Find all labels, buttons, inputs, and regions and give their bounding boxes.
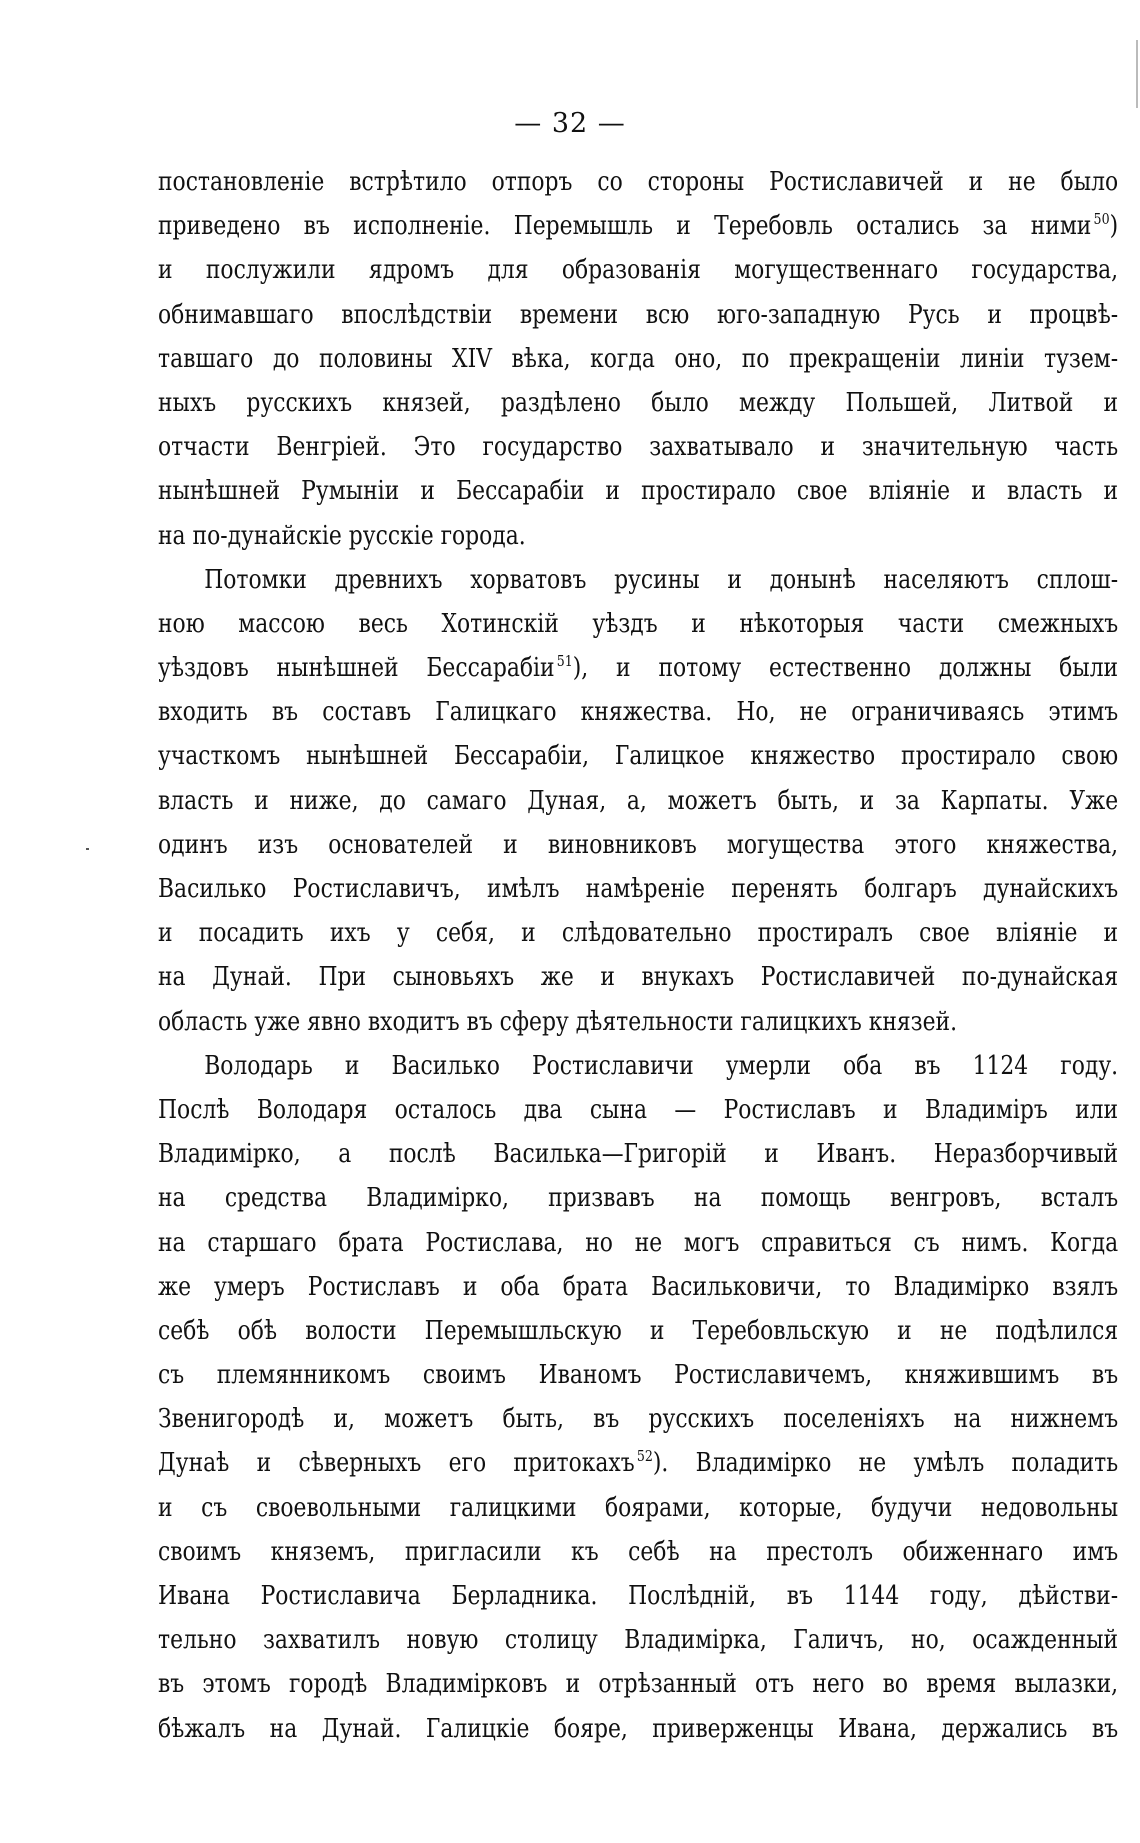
margin-speck	[86, 848, 89, 850]
text-line: Дунаѣ и сѣверныхъ его притокахъ $^{52}$). Владимірко не умѣлъ поладить	[158, 1447, 1119, 1479]
text-line: на средства Владимірко, призвавъ на помощь венгровъ, всталъ	[158, 1183, 1119, 1214]
text-line: область уже явно входитъ въ сферу дѣятельности галицкихъ князей.	[158, 1006, 958, 1037]
text-line: и послужили ядромъ для образованія могущественнаго государства,	[158, 255, 1119, 286]
text-line: обнимавшаго впослѣдствіи времени всю юго-западную Русь и процвѣ-	[158, 299, 1119, 330]
text-line: и съ своевольными галицкими боярами, которые, будучи недовольны	[158, 1492, 1119, 1523]
text-line: входить въ составъ Галицкаго княжества. Но, не ограничиваясь этимъ	[158, 697, 1119, 728]
footnote-ref: 52	[636, 1447, 653, 1466]
text-line: себѣ обѣ волости Перемышльскую и Теребовльскую и не подѣлился	[158, 1315, 1119, 1346]
text-line: постановленіе встрѣтило отпоръ со стороны Ростиславичей и не было	[158, 167, 1119, 197]
text-line: участкомъ нынѣшней Бессарабіи, Галицкое княжество простирало свою	[158, 741, 1119, 772]
text-line: Ивана Ростиславича Берладника. Послѣдній, въ 1144 году, дѣйстви-	[158, 1581, 1119, 1611]
text-line: одинъ изъ основателей и виновниковъ могущества этого княжества,	[158, 829, 1119, 860]
text-line: бѣжалъ на Дунай. Галицкіе бояре, приверженцы Ивана, держались въ	[158, 1713, 1119, 1744]
text-line: въ этомъ городѣ Владимірковъ и отрѣзанный отъ него во время вылазки,	[158, 1669, 1119, 1700]
page-number: — 32 —	[514, 108, 626, 139]
text-line: уѣздовъ нынѣшней Бессарабіи $^{51}$), и потому естественно должны были	[158, 652, 1119, 684]
text-line: тельно захватилъ новую столицу Владимірка, Галичъ, но, осажденный	[158, 1625, 1119, 1656]
scan-edge-mark	[1136, 40, 1138, 108]
text-line: и посадить ихъ у себя, и слѣдовательно простиралъ свое вліяніе и	[158, 918, 1119, 949]
text-line: ныхъ русскихъ князей, раздѣлено было между Польшей, Литвой и	[158, 387, 1119, 418]
text-line: на Дунай. При сыновьяхъ же и внукахъ Ростиславичей по-дунайская	[158, 962, 1119, 993]
text-line: Владимірко, а послѣ Василька—Григорій и Иванъ. Неразборчивый	[158, 1139, 1119, 1170]
text-line: Послѣ Володаря осталось два сына — Ростиславъ и Владиміръ или	[158, 1094, 1119, 1125]
text-line: съ племянникомъ своимъ Иваномъ Ростиславичемъ, княжившимъ въ	[158, 1360, 1119, 1391]
text-line: ною массою весь Хотинскій уѣздъ и нѣкоторыя части смежныхъ	[158, 608, 1119, 639]
text-line: Звенигородѣ и, можетъ быть, въ русскихъ поселеніяхъ на нижнемъ	[158, 1404, 1119, 1435]
paragraph-first-line: Володарь и Василько Ростиславичи умерли оба въ 1124 году.	[204, 1050, 1119, 1081]
text-line: Василько Ростиславичъ, имѣлъ намѣреніе перенять болгаръ дунайскихъ	[158, 874, 1119, 904]
text-line: отчасти Венгріей. Это государство захватывало и значительную часть	[158, 432, 1119, 463]
text-line: на по-дунайскіе русскіе города.	[158, 520, 526, 551]
footnote-ref: 51	[556, 652, 573, 671]
text-line: власть и ниже, до самаго Дуная, а, можетъ быть, и за Карпаты. Уже	[158, 785, 1119, 816]
text-line: на старшаго брата Ростислава, но не могъ справиться съ нимъ. Когда	[158, 1227, 1119, 1258]
text-body	[158, 160, 1118, 1751]
paragraph-first-line: Потомки древнихъ хорватовъ русины и донынѣ населяютъ сплош-	[204, 564, 1119, 595]
footnote-ref: 50	[1093, 210, 1110, 229]
text-line: приведено въ исполненіе. Перемышль и Теребовль остались за ними $^{50}$)	[158, 210, 1119, 242]
text-line: своимъ княземъ, пригласили къ себѣ на престолъ обиженнаго имъ	[158, 1536, 1119, 1567]
text-line: нынѣшней Румыніи и Бессарабіи и простирало свое вліяніе и власть и	[158, 476, 1119, 507]
text-line: тавшаго до половины XIV вѣка, когда оно, по прекращеніи линіи тузем-	[158, 343, 1119, 374]
text-line: же умеръ Ростиславъ и оба брата Васильковичи, то Владимірко взялъ	[158, 1271, 1119, 1302]
